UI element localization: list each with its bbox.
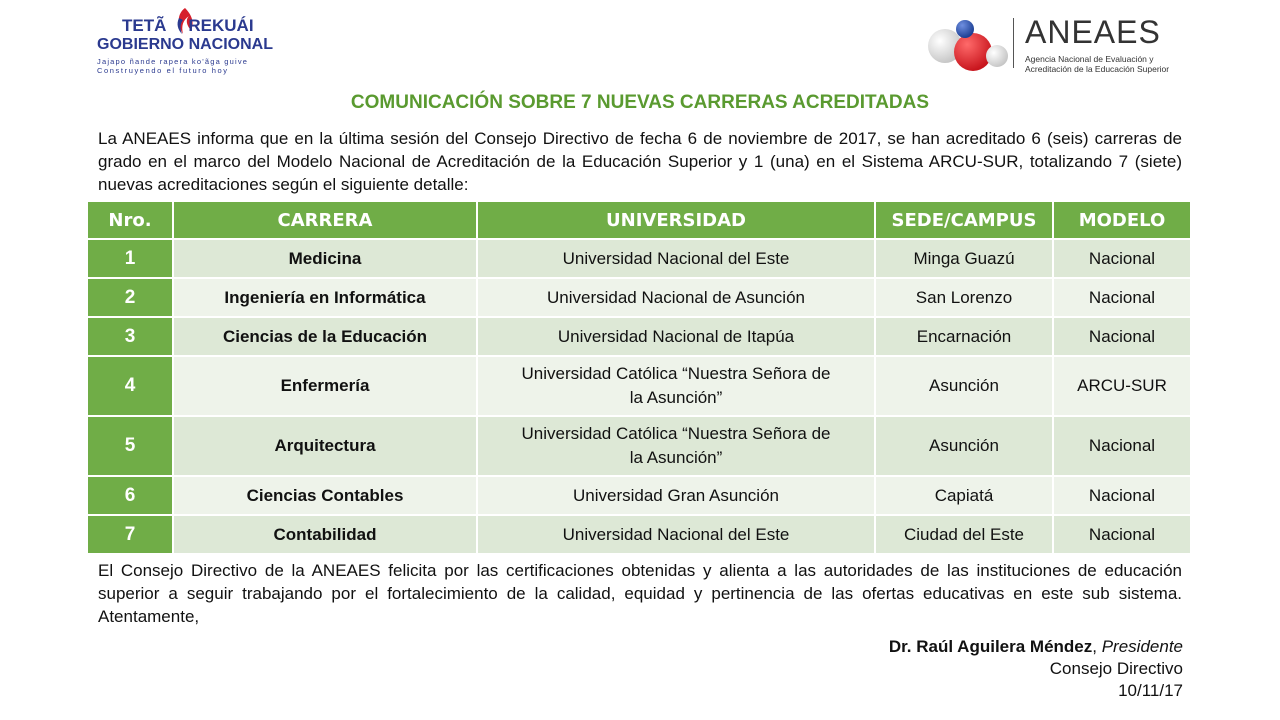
row-sede: Ciudad del Este: [876, 516, 1054, 555]
row-sede: Capiatá: [876, 477, 1054, 516]
header-nro: Nro.: [88, 202, 174, 240]
row-universidad: Universidad Nacional del Este: [478, 240, 876, 279]
row-modelo: ARCU-SUR: [1054, 357, 1192, 417]
header-universidad: UNIVERSIDAD: [478, 202, 876, 240]
row-modelo: Nacional: [1054, 279, 1192, 318]
table-row: [88, 417, 1192, 477]
logo-line-2: GOBIERNO NACIONAL: [97, 36, 273, 53]
signer-body: Consejo Directivo: [1049, 659, 1183, 678]
row-universidad: Universidad Gran Asunción: [478, 477, 876, 516]
row-number: 6: [88, 477, 174, 516]
row-universidad: Universidad Nacional de Asunción: [478, 279, 876, 318]
logo-divider: [1013, 18, 1014, 68]
table-row: [88, 240, 1192, 279]
row-modelo: Nacional: [1054, 516, 1192, 555]
row-carrera: Enfermería: [174, 357, 478, 417]
row-modelo: Nacional: [1054, 318, 1192, 357]
row-sede: Asunción: [876, 417, 1054, 477]
logo-tagline-guarani: Jajapo ñande rapera ko'ãga guive: [97, 57, 249, 66]
logo-subtitle-1: Agencia Nacional de Evaluación y: [1025, 54, 1154, 64]
row-carrera: Medicina: [174, 240, 478, 279]
table-row: [88, 516, 1192, 555]
row-carrera: Ciencias de la Educación: [174, 318, 478, 357]
row-universidad: Universidad Nacional del Este: [478, 516, 876, 555]
row-modelo: Nacional: [1054, 477, 1192, 516]
spheres-icon: [925, 14, 1010, 72]
intro-paragraph: La ANEAES informa que en la última sesión del Consejo Directivo de fecha 6 de noviembre de 2017, se han acreditado 6 (seis) carreras de grado en el marco del Modelo Nacional de Acreditación de la Educación Superior y 1 (una) en el Sistema ARCU-SUR, totalizando 7 (siete) nuevas acreditaciones según el siguiente detalle:: [98, 129, 1182, 194]
signer-role: Presidente: [1101, 637, 1183, 656]
row-modelo: Nacional: [1054, 240, 1192, 279]
signer-name: Dr. Raúl Aguilera Méndez: [888, 637, 1093, 656]
header-carrera: CARRERA: [174, 202, 478, 240]
row-number: 3: [88, 318, 174, 357]
signature-line: [889, 636, 1183, 658]
logo-line-1: TETÃ REKUÁI: [122, 16, 254, 35]
logo-subtitle-2: Acreditación de la Educación Superior: [1025, 64, 1170, 74]
row-carrera: Contabilidad: [174, 516, 478, 555]
header-modelo: MODELO: [1054, 202, 1192, 240]
row-carrera: Ciencias Contables: [174, 477, 478, 516]
signer-separator: ,: [1092, 637, 1102, 656]
row-universidad: Universidad Católica “Nuestra Señora de la Asunción”: [478, 357, 876, 417]
row-carrera: Arquitectura: [174, 417, 478, 477]
row-number: 1: [88, 240, 174, 279]
signature-date: 10/11/17: [1118, 681, 1183, 700]
row-universidad: Universidad Nacional de Itapúa: [478, 318, 876, 357]
row-number: 4: [88, 357, 174, 417]
document-title: COMUNICACIÓN SOBRE 7 NUEVAS CARRERAS ACREDITADAS: [350, 92, 930, 113]
closing-paragraph: El Consejo Directivo de la ANEAES felicita por las certificaciones obtenidas y alienta a las autoridades de las instituciones de educación superior a seguir trabajando por el fortalecimiento de la calidad, equidad y pertinencia de las ofertas educativas en este sub sistema. Atentamente,: [98, 561, 1182, 626]
aneaes-logo: [925, 14, 1225, 74]
logo-tagline-spanish: Construyendo el futuro hoy: [97, 66, 229, 75]
row-carrera: Ingeniería en Informática: [174, 279, 478, 318]
header-sede: SEDE/CAMPUS: [876, 202, 1054, 240]
row-number: 7: [88, 516, 174, 555]
row-universidad: Universidad Católica “Nuestra Señora de la Asunción”: [478, 417, 876, 477]
row-sede: Minga Guazú: [876, 240, 1054, 279]
accreditation-table: [88, 202, 1192, 555]
signature-block: [889, 636, 1183, 702]
row-number: 2: [88, 279, 174, 318]
row-modelo: Nacional: [1054, 417, 1192, 477]
table-row: [88, 477, 1192, 516]
table-header-row: [88, 202, 1192, 240]
row-number: 5: [88, 417, 174, 477]
table-row: [88, 318, 1192, 357]
logo-name: ANEAES: [1025, 14, 1161, 50]
table-row: [88, 357, 1192, 417]
gobierno-nacional-logo: [95, 6, 285, 74]
table-row: [88, 279, 1192, 318]
row-sede: Encarnación: [876, 318, 1054, 357]
row-sede: Asunción: [876, 357, 1054, 417]
row-sede: San Lorenzo: [876, 279, 1054, 318]
